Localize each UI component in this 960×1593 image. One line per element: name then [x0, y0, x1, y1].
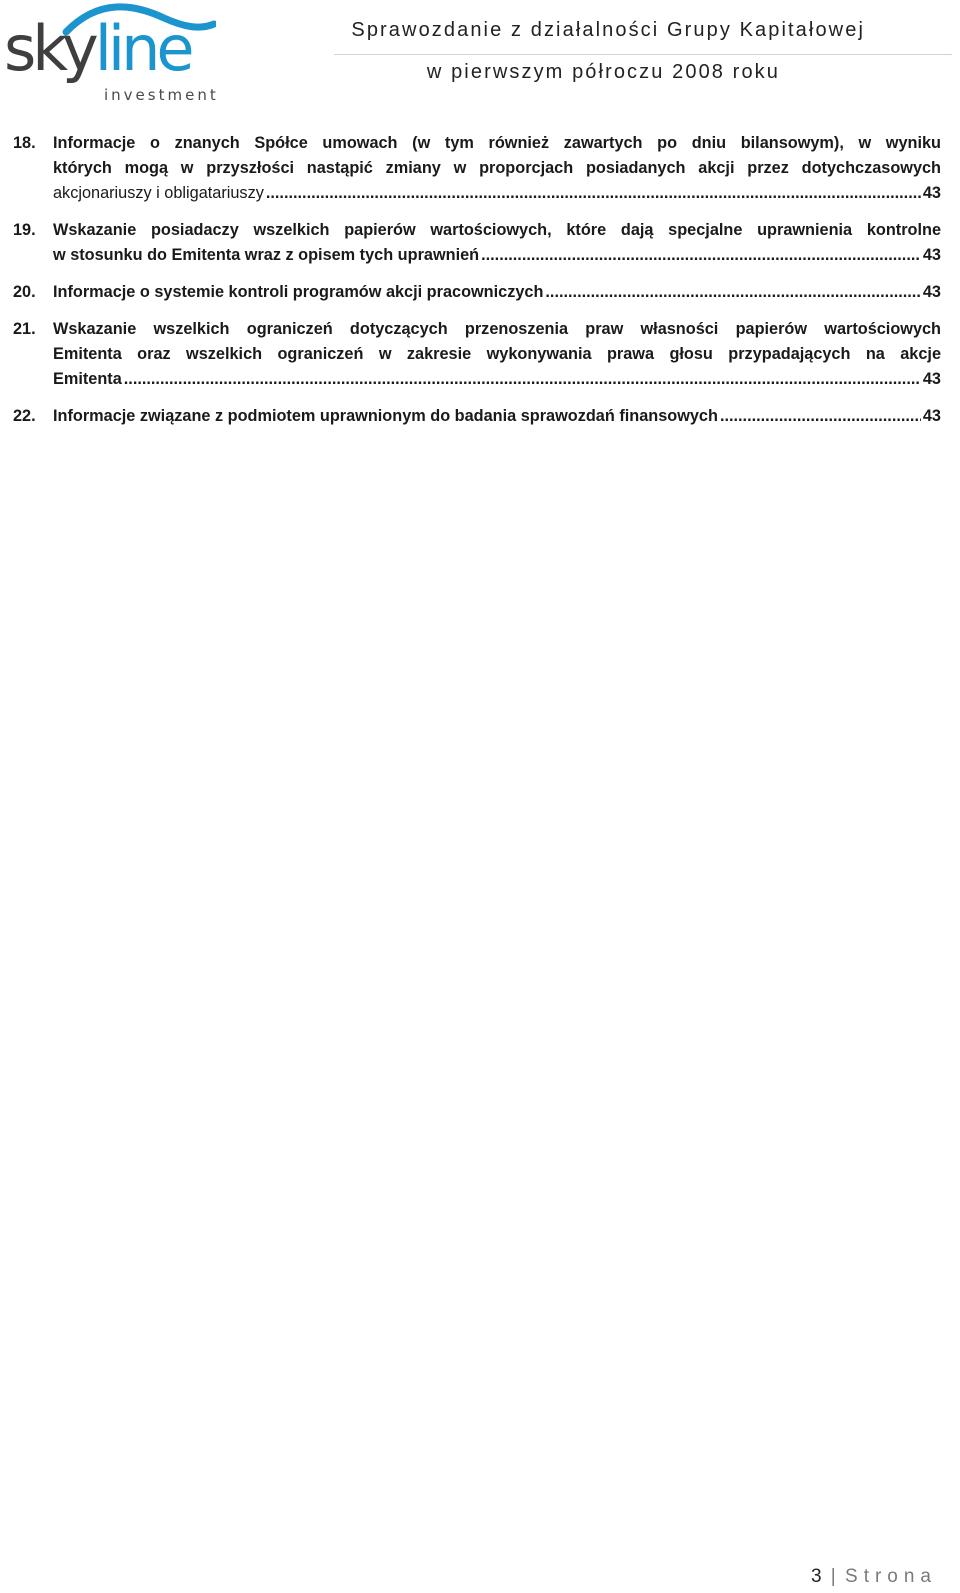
logo-wordmark: [4, 14, 191, 84]
toc-dot-leader: [124, 367, 921, 392]
toc-entry-number: 21.: [13, 320, 36, 338]
toc-entry-last-line: [53, 367, 941, 392]
toc-entry-number: 19.: [13, 221, 36, 239]
header-one-visible-rule: [334, 54, 944, 55]
toc-entry-title: w stosunku do Emitenta wraz z opisem tych uprawnień: [53, 246, 480, 264]
company-logo: [4, 2, 219, 110]
toc-page-number[interactable]: 43: [922, 184, 941, 202]
toc-dot-leader: [266, 181, 921, 206]
page-number: 3: [810, 1566, 822, 1587]
toc-entry-text-line: Wskazanie wszelkich ograniczeń dotyczących przenoszenia praw własności papierów wartościowych: [53, 320, 941, 338]
page-label: Strona: [845, 1566, 937, 1587]
toc-entry-title: akcjonariuszy i obligatariuszy: [53, 184, 264, 202]
logo-text-dark: sky: [4, 12, 95, 85]
toc-entry-last-line: [53, 243, 941, 268]
table-of-contents: [13, 131, 941, 441]
toc-entry-text-line: których mogą w przyszłości nastąpić zmiany w proporcjach posiadanych akcji przez dotychczasowych: [53, 159, 941, 177]
toc-entry-text-line: Informacje o znanych Spółce umowach (w tym również zawartych po dniu bilansowym), w wyniku: [53, 134, 941, 152]
toc-page-number[interactable]: 43: [922, 283, 941, 301]
page-footer: [811, 1566, 937, 1588]
toc-entry-last-line: [53, 181, 941, 206]
logo-subtitle: investment: [104, 86, 219, 104]
toc-entry[interactable]: [13, 131, 941, 206]
toc-entry[interactable]: [13, 404, 941, 429]
toc-entry-text-line: Emitenta oraz wszelkich ograniczeń w zakresie wykonywania prawa głosu przypadających na akcje: [53, 345, 941, 363]
toc-entry[interactable]: [13, 317, 941, 392]
toc-entry-text-line: Wskazanie posiadaczy wszelkich papierów wartościowych, które dają specjalne uprawnienia kontrolne: [53, 221, 941, 239]
report-title: Sprawozdanie z działalności Grupy Kapitałowej: [351, 19, 865, 41]
toc-dot-leader: [481, 243, 921, 268]
toc-entry-last-line: [53, 280, 941, 305]
report-subtitle: w pierwszym półroczu 2008 roku: [426, 61, 780, 83]
toc-page-number[interactable]: 43: [922, 370, 941, 388]
toc-dot-leader: [545, 280, 920, 305]
toc-entry-title: Informacje związane z podmiotem uprawnionym do badania sprawozdań finansowych: [53, 407, 718, 425]
logo-text: [4, 12, 191, 85]
toc-dot-leader: [720, 404, 921, 429]
toc-entry-number: 22.: [13, 407, 36, 425]
toc-entry-title: Informacje o systemie kontroli programów akcji pracowniczych: [53, 283, 544, 301]
toc-entry[interactable]: [13, 280, 941, 305]
rule-952-944: [944, 54, 952, 55]
toc-page-number[interactable]: 43: [922, 407, 941, 425]
footer-separator: |: [830, 1566, 836, 1587]
toc-entry-last-line: [53, 404, 941, 429]
toc-entry-number: 20.: [13, 283, 36, 301]
toc-entry-number: 18.: [13, 134, 36, 152]
toc-entry-title: Emitenta: [53, 370, 122, 388]
toc-entry[interactable]: [13, 218, 941, 268]
logo-text-blue: line: [94, 12, 191, 85]
toc-page-number[interactable]: 43: [922, 246, 941, 264]
